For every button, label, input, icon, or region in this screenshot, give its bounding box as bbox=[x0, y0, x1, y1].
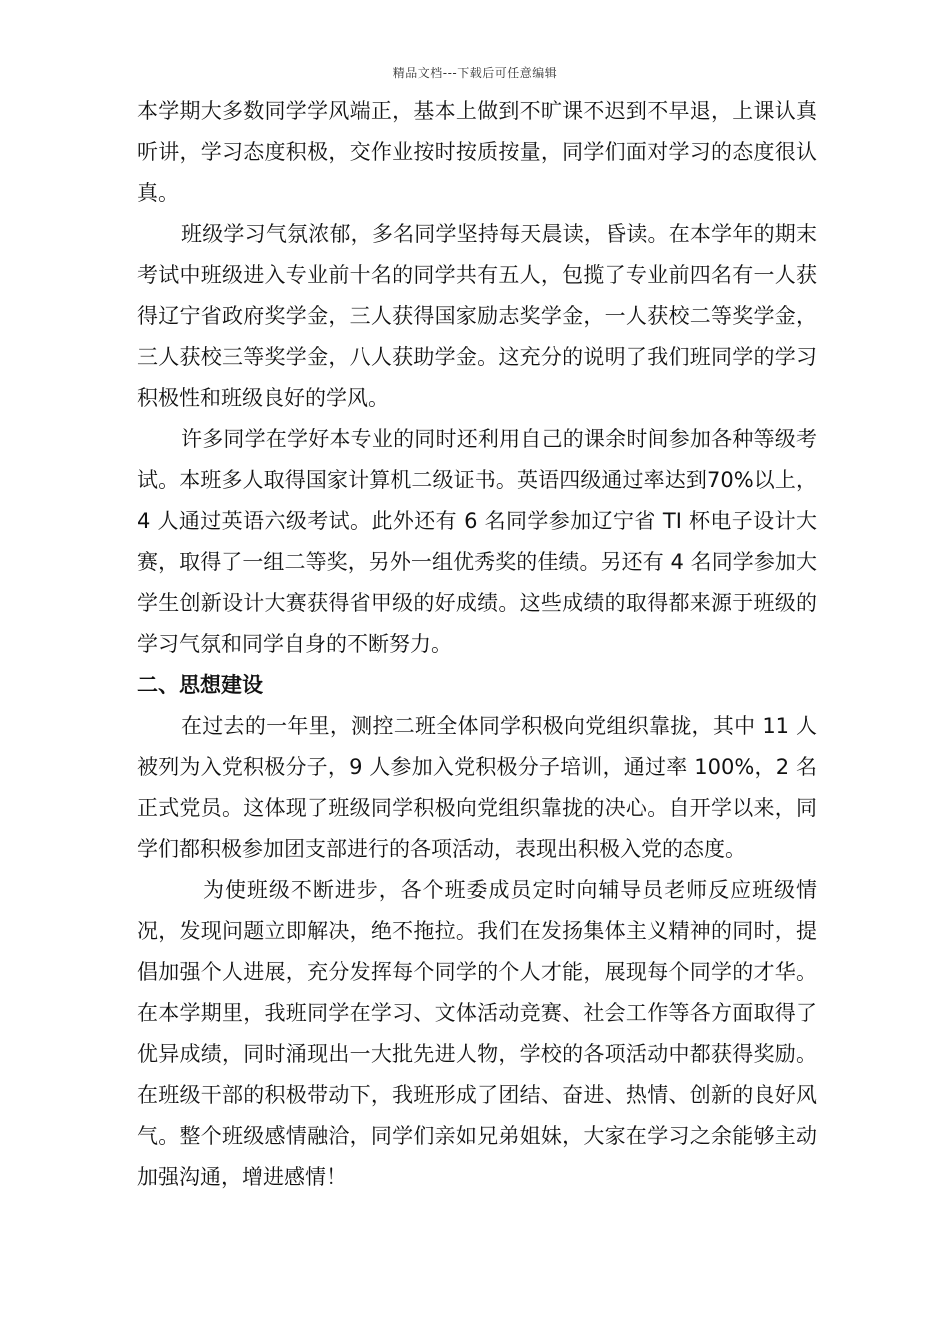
paragraph-party-activities: 在过去的一年里，测控二班全体同学积极向党组织靠拢，其中 11 人被列为入党积极分子，9 人参加入党积极分子培训，通过率 100%，2 名正式党员。这体现了班级同学积极向党组织靠拢的决心。自开学以来，同学们都积极参加团支部进行的各项活动，表现出积极入党的态度。 bbox=[137, 714, 817, 861]
document-body bbox=[137, 91, 817, 1198]
paragraph-class-progress: 为使班级不断进步，各个班委成员定时向辅导员老师反应班级情况，发现问题立即解决，绝不拖拉。我们在发扬集体主义精神的同时，提倡加强个人进展，充分发挥每个同学的个人才能，展现每个同学的才华。在本学期里，我班同学在学习、文体活动竞赛、社会工作等各方面取得了优异成绩，同时涌现出一大批先进人物，学校的各项活动中都获得奖励。在班级干部的积极带动下，我班形成了团结、奋进、热情、创新的良好风气。整个班级感情融洽，同学们亲如兄弟姐妹，大家在学习之余能够主动加强沟通，增进感情！ bbox=[137, 878, 817, 1189]
page-header: 精品文档---下载后可任意编辑 bbox=[392, 66, 558, 80]
paragraph-study-attitude: 本学期大多数同学学风端正，基本上做到不旷课不迟到不早退，上课认真听讲，学习态度积极，交作业按时按质按量，同学们面对学习的态度很认真。 bbox=[137, 99, 817, 205]
section-heading-ideology: 二、思想建设 bbox=[137, 673, 263, 697]
paragraph-study-atmosphere: 班级学习气氛浓郁，多名同学坚持每天晨读，昏读。在本学年的期末考试中班级进入专业前十名的同学共有五人，包揽了专业前四名有一人获得辽宁省政府奖学金，三人获得国家励志奖学金，一人获校二等奖学金，三人获校三等奖学金，八人获助学金。这充分的说明了我们班同学的学习积极性和班级良好的学风。 bbox=[137, 222, 817, 410]
paragraph-exams-and-awards: 许多同学在学好本专业的同时还利用自己的课余时间参加各种等级考试。本班多人取得国家计算机二级证书。英语四级通过率达到70%以上，4 人通过英语六级考试。此外还有 6 名同学参加辽宁省 TI 杯电子设计大赛，取得了一组二等奖，另外一组优秀奖的佳绩。另还有 4 名同学参加大学生创新设计大赛获得省甲级的好成绩。这些成绩的取得都来源于班级的学习气氛和同学自身的不断努力。 bbox=[137, 427, 817, 656]
